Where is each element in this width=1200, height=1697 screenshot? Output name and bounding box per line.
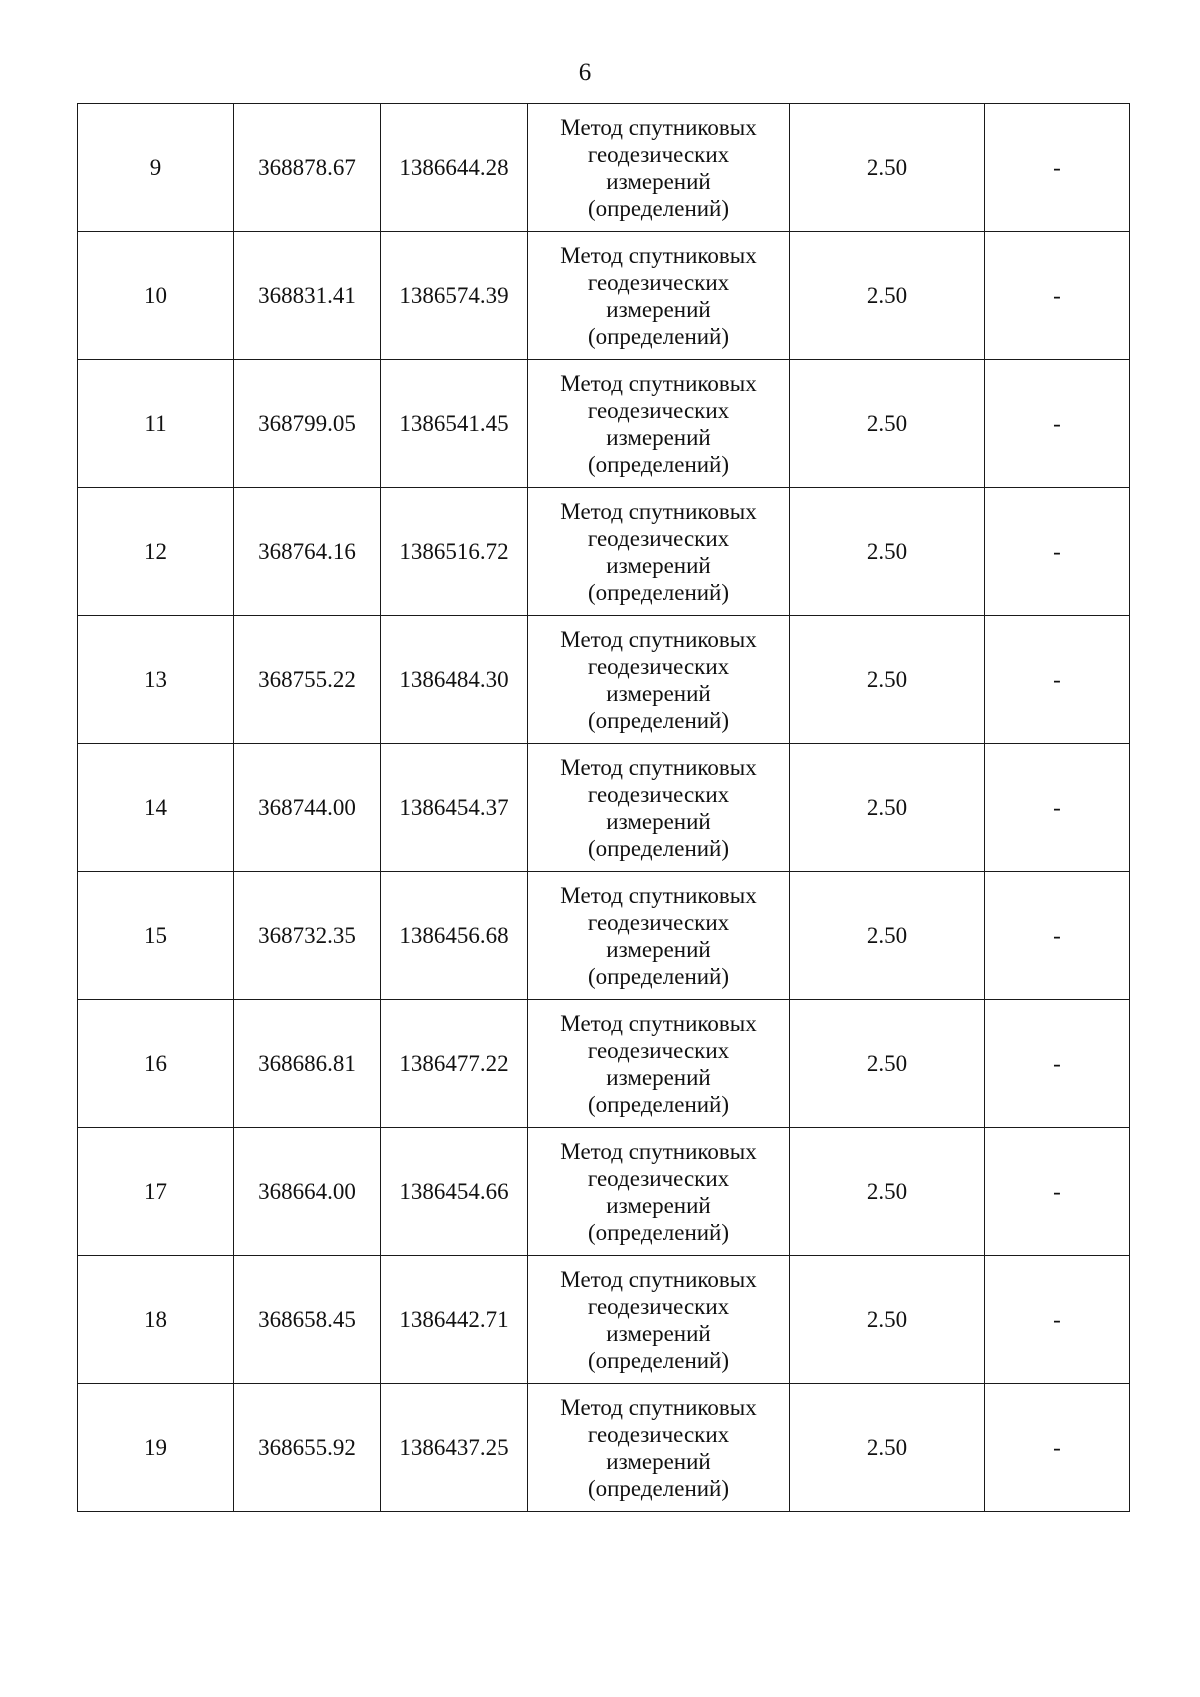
- table-row: [78, 616, 1130, 744]
- method-line: геодезических: [587, 1293, 730, 1319]
- note-cell: -: [985, 872, 1130, 1000]
- method-line: Метод спутниковых: [560, 754, 757, 780]
- method-cell: [528, 1000, 790, 1128]
- method-line: измерений: [606, 936, 711, 962]
- coordinates-table-body: [78, 104, 1130, 1512]
- coordinate-x-cell: 368755.22: [234, 616, 381, 744]
- method-line: Метод спутниковых: [560, 1394, 757, 1420]
- table-row: [78, 360, 1130, 488]
- coordinate-x-cell: 368831.41: [234, 232, 381, 360]
- method-line: геодезических: [587, 781, 730, 807]
- method-line: геодезических: [587, 397, 730, 423]
- point-number-cell: 9: [78, 104, 234, 232]
- method-line: геодезических: [587, 1421, 730, 1447]
- table-row: [78, 744, 1130, 872]
- method-line: (определений): [587, 323, 730, 349]
- method-line: измерений: [606, 1448, 711, 1474]
- coordinate-x-cell: 368744.00: [234, 744, 381, 872]
- table-row: [78, 1000, 1130, 1128]
- method-line: Метод спутниковых: [560, 370, 757, 396]
- method-line: Метод спутниковых: [560, 1010, 757, 1036]
- accuracy-cell: 2.50: [790, 1000, 985, 1128]
- method-line: Метод спутниковых: [560, 114, 757, 140]
- accuracy-cell: 2.50: [790, 104, 985, 232]
- coordinate-y-cell: 1386437.25: [381, 1384, 528, 1512]
- point-number-cell: 10: [78, 232, 234, 360]
- method-cell: [528, 1384, 790, 1512]
- table-row: [78, 872, 1130, 1000]
- point-number-cell: 15: [78, 872, 234, 1000]
- coordinate-y-cell: 1386442.71: [381, 1256, 528, 1384]
- method-line: Метод спутниковых: [560, 242, 757, 268]
- coordinate-x-cell: 368655.92: [234, 1384, 381, 1512]
- method-cell: [528, 872, 790, 1000]
- method-cell: [528, 1256, 790, 1384]
- method-line: геодезических: [587, 269, 730, 295]
- method-line: (определений): [587, 1347, 730, 1373]
- coordinate-y-cell: 1386574.39: [381, 232, 528, 360]
- note-cell: -: [985, 104, 1130, 232]
- method-line: измерений: [606, 552, 711, 578]
- method-line: Метод спутниковых: [560, 1266, 757, 1292]
- method-cell: [528, 104, 790, 232]
- point-number-cell: 12: [78, 488, 234, 616]
- method-cell: [528, 1128, 790, 1256]
- note-cell: -: [985, 232, 1130, 360]
- point-number-cell: 18: [78, 1256, 234, 1384]
- accuracy-cell: 2.50: [790, 616, 985, 744]
- note-cell: -: [985, 1256, 1130, 1384]
- method-line: Метод спутниковых: [560, 1138, 757, 1164]
- coordinate-x-cell: 368764.16: [234, 488, 381, 616]
- point-number-cell: 11: [78, 360, 234, 488]
- note-cell: -: [985, 1000, 1130, 1128]
- point-number-cell: 16: [78, 1000, 234, 1128]
- table-row: [78, 1384, 1130, 1512]
- point-number-cell: 17: [78, 1128, 234, 1256]
- method-line: (определений): [587, 195, 730, 221]
- coordinate-y-cell: 1386454.66: [381, 1128, 528, 1256]
- accuracy-cell: 2.50: [790, 360, 985, 488]
- method-line: Метод спутниковых: [560, 498, 757, 524]
- coordinate-y-cell: 1386477.22: [381, 1000, 528, 1128]
- method-line: геодезических: [587, 525, 730, 551]
- note-cell: -: [985, 488, 1130, 616]
- method-line: геодезических: [587, 1037, 730, 1063]
- coordinate-y-cell: 1386516.72: [381, 488, 528, 616]
- method-line: измерений: [606, 680, 711, 706]
- method-line: (определений): [587, 579, 730, 605]
- coordinate-x-cell: 368799.05: [234, 360, 381, 488]
- method-line: измерений: [606, 296, 711, 322]
- coordinate-x-cell: 368732.35: [234, 872, 381, 1000]
- method-line: (определений): [587, 835, 730, 861]
- coordinate-y-cell: 1386644.28: [381, 104, 528, 232]
- table-row: [78, 1256, 1130, 1384]
- page-number: 6: [578, 59, 592, 86]
- method-cell: [528, 616, 790, 744]
- method-line: (определений): [587, 707, 730, 733]
- method-line: измерений: [606, 808, 711, 834]
- coordinate-y-cell: 1386541.45: [381, 360, 528, 488]
- method-line: измерений: [606, 168, 711, 194]
- note-cell: -: [985, 744, 1130, 872]
- method-line: Метод спутниковых: [560, 882, 757, 908]
- note-cell: -: [985, 616, 1130, 744]
- accuracy-cell: 2.50: [790, 232, 985, 360]
- coordinate-x-cell: 368664.00: [234, 1128, 381, 1256]
- coordinate-y-cell: 1386456.68: [381, 872, 528, 1000]
- method-line: измерений: [606, 1064, 711, 1090]
- coordinate-x-cell: 368878.67: [234, 104, 381, 232]
- method-line: геодезических: [587, 141, 730, 167]
- coordinates-table: [77, 103, 1130, 1512]
- accuracy-cell: 2.50: [790, 872, 985, 1000]
- method-line: Метод спутниковых: [560, 626, 757, 652]
- table-row: [78, 1128, 1130, 1256]
- method-line: измерений: [606, 1320, 711, 1346]
- table-row: [78, 488, 1130, 616]
- point-number-cell: 14: [78, 744, 234, 872]
- accuracy-cell: 2.50: [790, 1128, 985, 1256]
- accuracy-cell: 2.50: [790, 488, 985, 616]
- accuracy-cell: 2.50: [790, 1384, 985, 1512]
- point-number-cell: 19: [78, 1384, 234, 1512]
- method-cell: [528, 360, 790, 488]
- method-cell: [528, 232, 790, 360]
- note-cell: -: [985, 360, 1130, 488]
- coordinate-x-cell: 368686.81: [234, 1000, 381, 1128]
- coordinate-y-cell: 1386454.37: [381, 744, 528, 872]
- note-cell: -: [985, 1128, 1130, 1256]
- coordinate-y-cell: 1386484.30: [381, 616, 528, 744]
- method-cell: [528, 744, 790, 872]
- note-cell: -: [985, 1384, 1130, 1512]
- accuracy-cell: 2.50: [790, 744, 985, 872]
- method-line: измерений: [606, 424, 711, 450]
- method-line: геодезических: [587, 1165, 730, 1191]
- method-line: измерений: [606, 1192, 711, 1218]
- method-cell: [528, 488, 790, 616]
- coordinate-x-cell: 368658.45: [234, 1256, 381, 1384]
- method-line: (определений): [587, 1219, 730, 1245]
- point-number-cell: 13: [78, 616, 234, 744]
- method-line: (определений): [587, 1475, 730, 1501]
- method-line: геодезических: [587, 653, 730, 679]
- method-line: геодезических: [587, 909, 730, 935]
- method-line: (определений): [587, 451, 730, 477]
- accuracy-cell: 2.50: [790, 1256, 985, 1384]
- method-line: (определений): [587, 963, 730, 989]
- method-line: (определений): [587, 1091, 730, 1117]
- table-row: [78, 104, 1130, 232]
- table-row: [78, 232, 1130, 360]
